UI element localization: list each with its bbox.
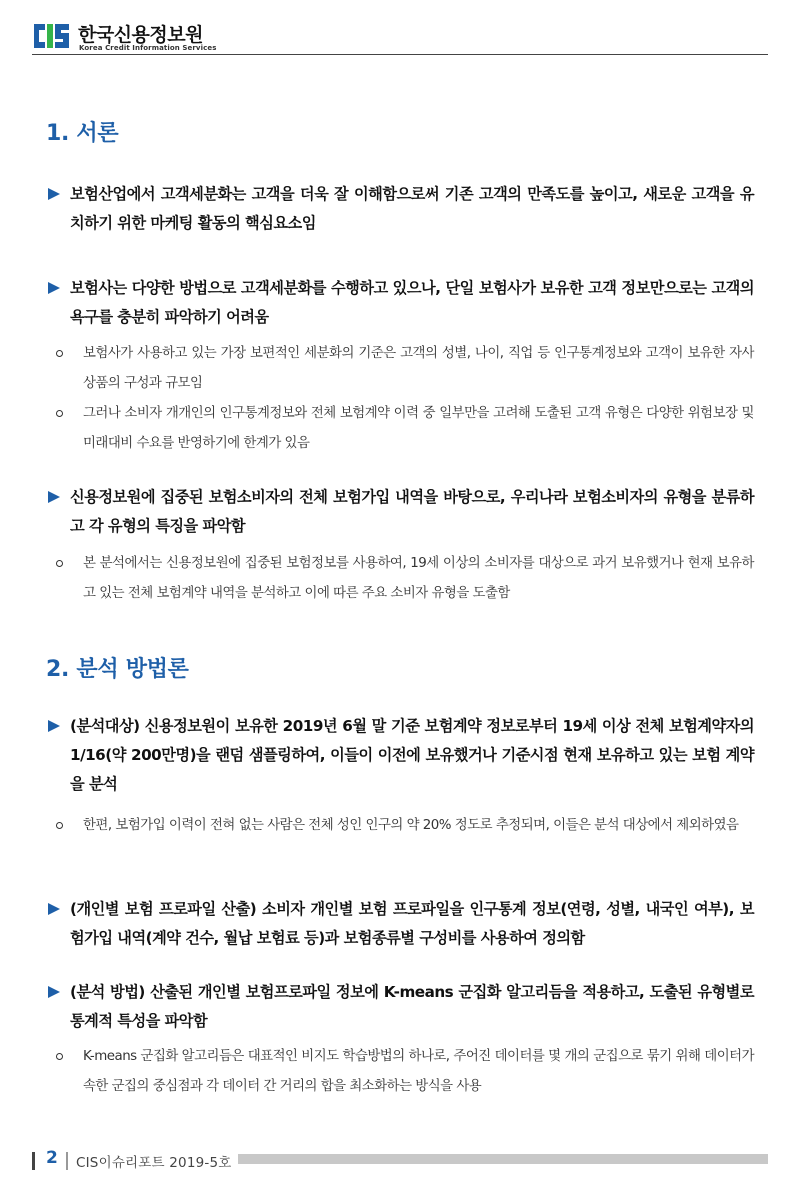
bullet-text: (분석 방법) 산출된 개인별 보험프로파일 정보에 K-means 군집화 알고리듬을 적용하고, 도출된 유형별로 통계적 특성을 파악함 <box>70 983 754 1030</box>
bullet-text: 신용정보원에 집중된 보험소비자의 전체 보험가입 내역을 바탕으로, 우리나라 보험소비자의 유형을 분류하고 각 유형의 특징을 파악함 <box>70 488 754 535</box>
bullet-text: (분석대상) 신용정보원이 보유한 2019년 6월 말 기준 보험계약 정보로부터 19세 이상 전체 보험계약자의 1/16(약 200만명)을 랜덤 샘플링하여, 이들이 이전에 보유했거나 기준시점 현재 보유하고 있는 보험 계약을 분석 <box>70 717 754 793</box>
sub-item <box>56 1042 754 1102</box>
bullet-item <box>48 712 754 799</box>
sub-text: 그러나 소비자 개개인의 인구통계정보와 전체 보험계약 이력 중 일부만을 고려해 도출된 고객 유형은 다양한 위험보장 및 미래대비 수요를 반영하기에 한계가 있음 <box>83 406 754 451</box>
page-header <box>32 18 768 56</box>
sub-text: 보험사가 사용하고 있는 가장 보편적인 세분화의 기준은 고객의 성별, 나이, 직업 등 인구통계정보와 고객이 보유한 자사 상품의 구성과 규모임 <box>83 346 754 391</box>
circle-bullet-icon <box>56 350 63 357</box>
bullet-text: 보험산업에서 고객세분화는 고객을 더욱 잘 이해함으로써 기존 고객의 만족도를 높이고, 새로운 고객을 유치하기 위한 마케팅 활동의 핵심요소임 <box>70 185 754 232</box>
bullet-item <box>48 180 754 238</box>
footer-divider <box>32 1152 35 1170</box>
sub-item <box>56 811 754 841</box>
bullet-item <box>48 895 754 953</box>
bullet-item <box>48 274 754 332</box>
triangle-bullet-icon <box>48 986 60 998</box>
triangle-bullet-icon <box>48 720 60 732</box>
bullet-text: (개인별 보험 프로파일 산출) 소비자 개인별 보험 프로파일을 인구통계 정보(연령, 성별, 내국인 여부), 보험가입 내역(계약 건수, 월납 보험료 등)과 보험종류별 구성비를 사용하여 정의함 <box>70 900 754 947</box>
sub-text: K-means 군집화 알고리듬은 대표적인 비지도 학습방법의 하나로, 주어진 데이터를 몇 개의 군집으로 묶기 위해 데이터가 속한 군집의 중심점과 각 데이터 간 거리의 합을 최소화하는 방식을 사용 <box>83 1049 754 1094</box>
circle-bullet-icon <box>56 1053 63 1060</box>
triangle-bullet-icon <box>48 282 60 294</box>
bullet-item <box>48 483 754 541</box>
sub-text: 한편, 보험가입 이력이 전혀 없는 사람은 전체 성인 인구의 약 20% 정도로 추정되며, 이들은 분석 대상에서 제외하였음 <box>83 818 739 833</box>
report-name: CIS이슈리포트 2019-5호 <box>76 1155 232 1171</box>
bullet-item <box>48 978 754 1036</box>
triangle-bullet-icon <box>48 188 60 200</box>
cis-logo-icon <box>32 20 72 52</box>
circle-bullet-icon <box>56 560 63 567</box>
sub-item <box>56 399 754 459</box>
triangle-bullet-icon <box>48 491 60 503</box>
sub-item <box>56 339 754 399</box>
section-title-methodology: 2. 분석 방법론 <box>46 657 189 682</box>
page-footer <box>32 1148 768 1174</box>
footer-bar <box>238 1154 768 1164</box>
footer-divider <box>66 1152 68 1170</box>
bullet-text: 보험사는 다양한 방법으로 고객세분화를 수행하고 있으나, 단일 보험사가 보유한 고객 정보만으로는 고객의 욕구를 충분히 파악하기 어려움 <box>70 279 754 326</box>
sub-text: 본 분석에서는 신용정보원에 집중된 보험정보를 사용하여, 19세 이상의 소비자를 대상으로 과거 보유했거나 현재 보유하고 있는 전체 보험계약 내역을 분석하고 이에 따른 주요 소비자 유형을 도출함 <box>83 556 754 601</box>
circle-bullet-icon <box>56 822 63 829</box>
triangle-bullet-icon <box>48 903 60 915</box>
org-subtitle: Korea Credit Information Services <box>79 44 217 52</box>
header-divider <box>32 54 768 55</box>
page-number: 2 <box>46 1148 58 1168</box>
sub-item <box>56 549 754 609</box>
circle-bullet-icon <box>56 410 63 417</box>
section-title-intro: 1. 서론 <box>46 121 119 146</box>
org-name: 한국신용정보원 <box>78 24 203 46</box>
